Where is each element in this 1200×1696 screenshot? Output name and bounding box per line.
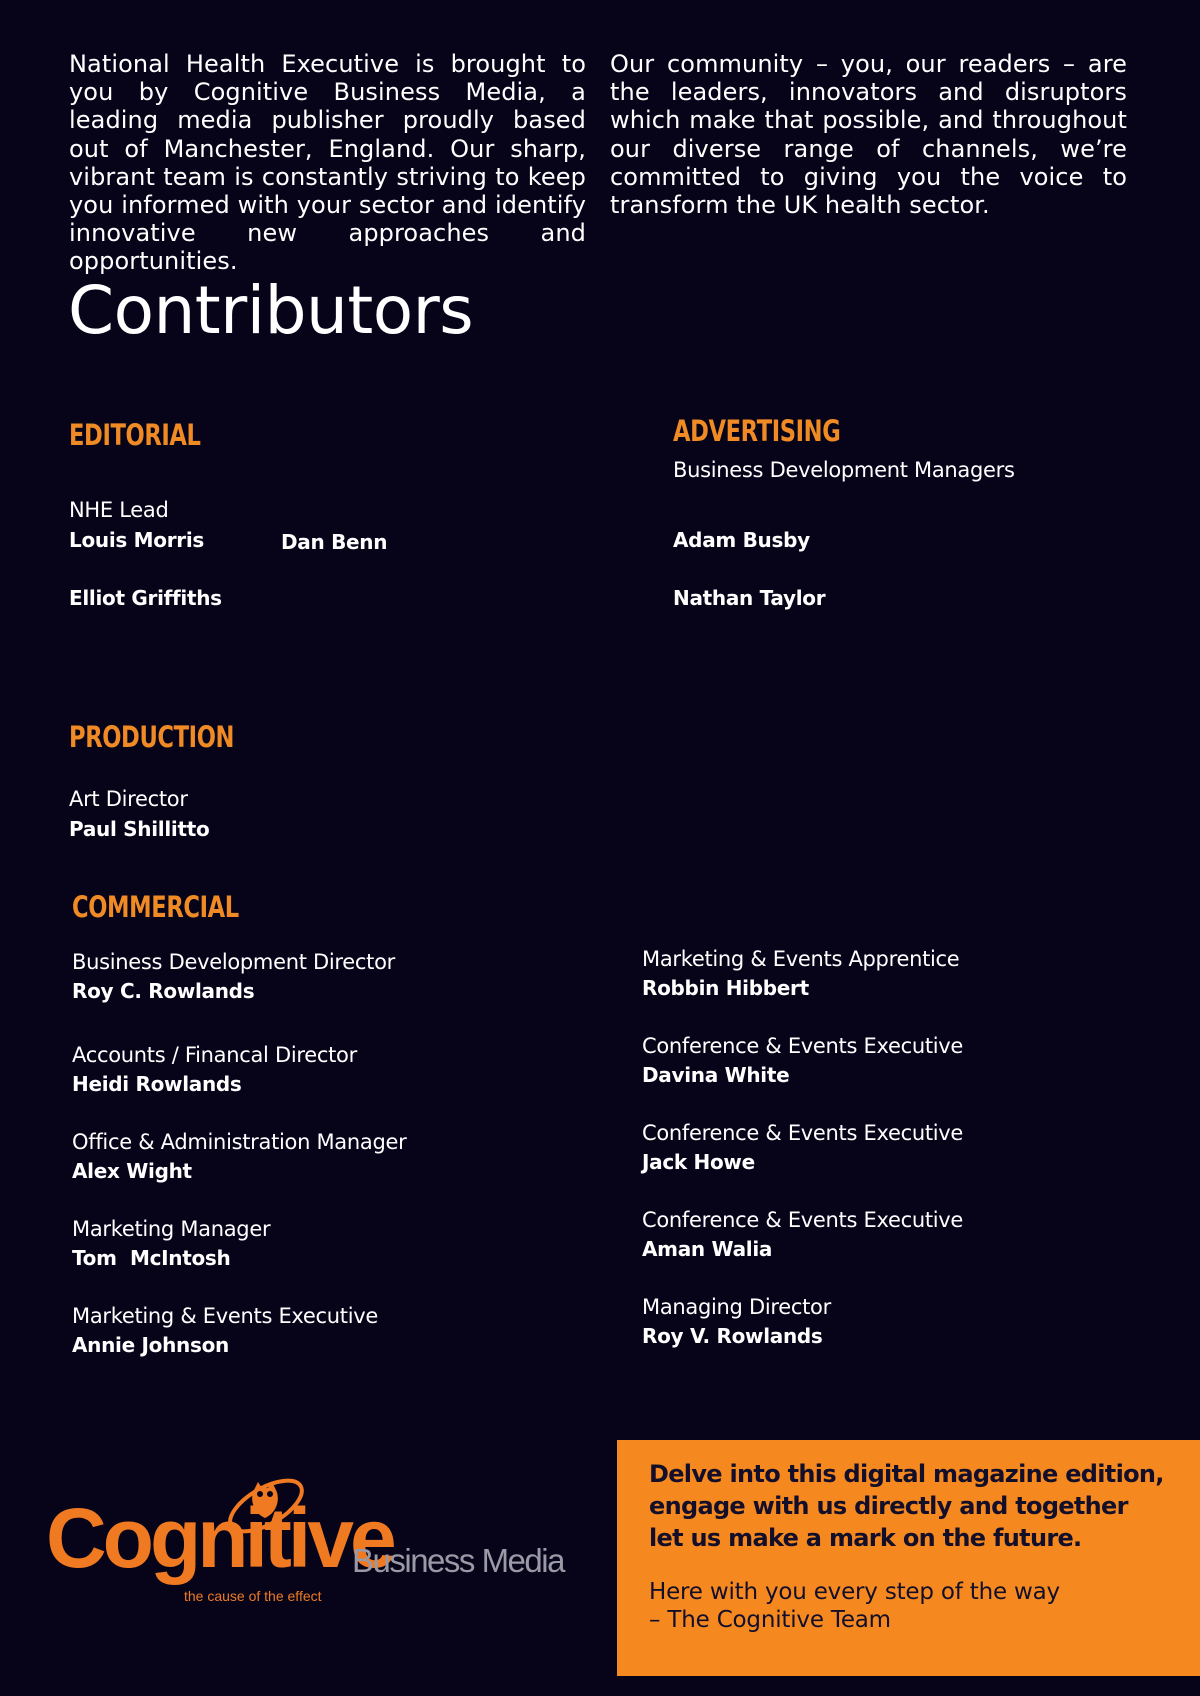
- commercial-role: Marketing & Events Executive: [72, 1304, 379, 1328]
- commercial-entry: [642, 1206, 963, 1264]
- advertising-section: [673, 414, 888, 448]
- page-title: Contributors: [68, 272, 474, 349]
- commercial-name: Roy C. Rowlands: [72, 979, 255, 1003]
- intro-paragraph-left: National Health Executive is brought to you by Cognitive Business Media, a leading media publisher proudly based out of Manchester, England. Our sharp, vibrant team is constantly striving to keep you informed with your sector and identify innovative new approaches and opportunities.: [69, 50, 586, 276]
- commercial-entry: [642, 1293, 831, 1351]
- advertising-name-nathan-taylor: Nathan Taylor: [673, 586, 826, 610]
- logo-business-media: Business Media: [352, 1542, 564, 1579]
- commercial-entry: [72, 1302, 378, 1360]
- commercial-heading: COMMERCIAL: [72, 890, 239, 924]
- commercial-name: Aman Walia: [642, 1237, 773, 1261]
- intro-paragraph-right: Our community – you, our readers – are the leaders, innovators and disruptors which make that possible, and throughout our diverse range of channels, we’re committed to giving you the voice to transform the UK health sector.: [610, 50, 1127, 220]
- advertising-role: Business Development Managers: [673, 458, 1015, 482]
- editorial-lead-role: NHE Lead: [69, 498, 169, 522]
- production-name: Paul Shillitto: [69, 817, 210, 841]
- editorial-name-dan-benn: Dan Benn: [281, 530, 388, 554]
- production-role: Art Director: [69, 787, 188, 811]
- commercial-section: [72, 890, 286, 924]
- commercial-name: Alex Wight: [72, 1159, 192, 1183]
- commercial-role: Marketing Manager: [72, 1217, 271, 1241]
- commercial-entry: [642, 1119, 963, 1177]
- commercial-name: Heidi Rowlands: [72, 1072, 242, 1096]
- production-section: [69, 720, 281, 754]
- production-heading: PRODUCTION: [69, 720, 235, 754]
- commercial-name: Roy V. Rowlands: [642, 1324, 823, 1348]
- commercial-entry: [72, 1041, 357, 1099]
- editorial-section: [69, 418, 238, 452]
- cta-signoff: [649, 1578, 1060, 1634]
- logo-tagline: the cause of the effect: [184, 1588, 322, 1604]
- commercial-role: Conference & Events Executive: [642, 1034, 964, 1058]
- commercial-entry: [72, 1128, 406, 1186]
- commercial-role: Conference & Events Executive: [642, 1121, 964, 1145]
- commercial-entry: [642, 945, 959, 1003]
- commercial-role: Business Development Director: [72, 950, 395, 974]
- cta-box: [617, 1440, 1200, 1676]
- cognitive-logo: [46, 1476, 566, 1606]
- editorial-name-elliot-griffiths: Elliot Griffiths: [69, 586, 222, 610]
- advertising-name-adam-busby: Adam Busby: [673, 528, 810, 552]
- cta-signoff-line-1: Here with you every step of the way: [649, 1579, 1060, 1605]
- commercial-name: Jack Howe: [642, 1150, 755, 1174]
- commercial-name: Robbin Hibbert: [642, 976, 809, 1000]
- cta-signoff-line-2: – The Cognitive Team: [649, 1607, 891, 1633]
- advertising-heading: ADVERTISING: [673, 414, 841, 448]
- commercial-name: Annie Johnson: [72, 1333, 229, 1357]
- commercial-entry: [72, 948, 395, 1006]
- cta-message: Delve into this digital magazine edition, engage with us directly and together let us make a mark on the future.: [649, 1460, 1164, 1552]
- commercial-role: Conference & Events Executive: [642, 1208, 964, 1232]
- logo-wordmark: Cognitive: [46, 1491, 393, 1585]
- commercial-role: Marketing & Events Apprentice: [642, 947, 960, 971]
- commercial-entry: [642, 1032, 963, 1090]
- commercial-role: Accounts / Financal Director: [72, 1043, 357, 1067]
- commercial-name: Tom McIntosh: [72, 1246, 231, 1270]
- commercial-name: Davina White: [642, 1063, 790, 1087]
- editorial-name-louis-morris: Louis Morris: [69, 528, 204, 552]
- editorial-heading: EDITORIAL: [69, 418, 201, 452]
- commercial-entry: [72, 1215, 270, 1273]
- commercial-role: Office & Administration Manager: [72, 1130, 407, 1154]
- commercial-role: Managing Director: [642, 1295, 831, 1319]
